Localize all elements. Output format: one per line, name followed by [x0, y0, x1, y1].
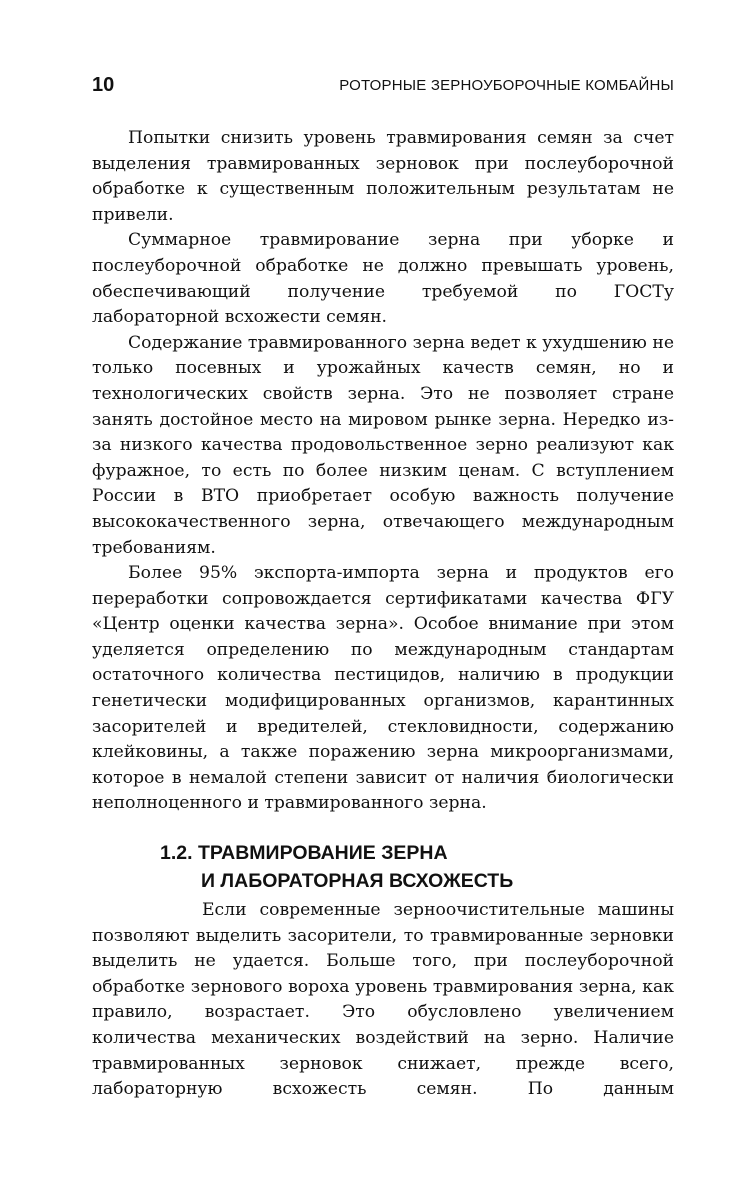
section-text [92, 898, 674, 1103]
paragraph: Более 95% экспорта-импорта зерна и продуктов его переработки сопровождается сертификатами качества ФГУ «Центр оценки качества зерна». Особое внимание при этом уделяется определению по международным стандартам остаточного количества пестицидов, наличию в продукции генетически модифицированных организмов, карантинных засорителей и вредителей, стекловидности, содержанию клейковины, а также поражению зерна микроорганизмами, которое в немалой степени зависит от наличия биологически неполноценного и травмированного зерна. [92, 563, 674, 814]
section-heading-line: 1.2. ТРАВМИРОВАНИЕ ЗЕРНА [160, 842, 448, 864]
paragraph: Содержание травмированного зерна ведет к ухудшению не только посевных и урожайных качеств семян, но и технологических свойств зерна. Это не позволяет стране занять достойное место на мировом рынке зерна. Нередко из-за низкого качества продовольственное зерно реализуют как фуражное, то есть по более низким ценам. С вступлением России в ВТО приобретает особую важность получение высококачественного зерна, отвечающего международным требованиям. [92, 332, 674, 558]
running-header [92, 72, 674, 98]
paragraph: Если современные зерноочистительные машины позволяют выделить засорители, то травмированные зерновки выделить не удается. Больше того, при послеуборочной обработке зернового вороха уровень травмирования зерна, как правило, возрастает. Это обусловлено увеличением количества механических воздействий на зерно. Наличие травмированных зерновок снижает, прежде всего, лабораторную всхожесть семян. По данным [92, 900, 674, 1100]
page-number: 10 [92, 74, 115, 96]
section-heading-line: И ЛАБОРАТОРНАЯ ВСХОЖЕСТЬ [201, 870, 514, 892]
running-title: РОТОРНЫЕ ЗЕРНОУБОРОЧНЫЕ КОМБАЙНЫ [339, 77, 674, 94]
paragraph: Суммарное травмирование зерна при уборке и послеуборочной обработке не должно превышать уровень, обеспечивающий получение требуемой по ГОСТу лабораторной всхожести семян. [92, 230, 674, 328]
paragraph: Попытки снизить уровень травмирования семян за счет выделения травмированных зерновок при послеуборочной обработке к существенным положительным результатам не привели. [92, 128, 674, 225]
section-heading [160, 839, 513, 895]
main-text [92, 126, 674, 817]
